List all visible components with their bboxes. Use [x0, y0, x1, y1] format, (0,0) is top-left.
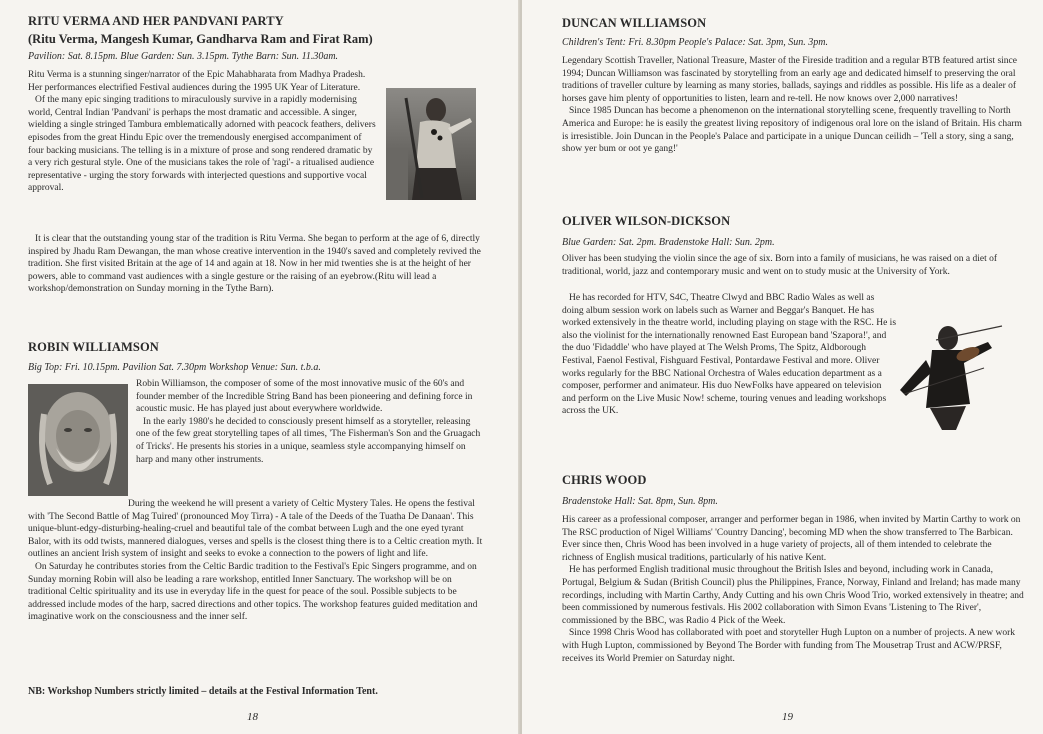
chris-paragraph-2: He has performed English traditional music throughout the British Isles and beyond, including work in Canada, Portugal, Belgium & Sudan (British Council) plus the Philippines, France, Norway, Finland and Ireland; has made many recordings, including with Martin Carthy, Andy Cutting and his own Chris Wood Trio, worked extensively in theatre; and been commissioned by numerous festivals. His 2002 collaboration with Simon Evans 'Listening to The River', commissioned by the BBC, was Radio 4 Pick of the Week.: [562, 565, 1024, 626]
ritu-schedule: Pavilion: Sat. 8.15pm. Blue Garden: Sun. 3.15pm. Tythe Barn: Sun. 11.30am.: [28, 51, 339, 62]
ritu-heading: RITU VERMA AND HER PANDVANI PARTY: [28, 14, 284, 28]
oliver-section: [562, 214, 1032, 248]
robin-williamson-photo-art: [28, 384, 128, 496]
robin-body-wide: [28, 498, 484, 624]
chris-heading: CHRIS WOOD: [562, 473, 647, 487]
duncan-heading: DUNCAN WILLIAMSON: [562, 16, 707, 30]
ritu-paragraph-2: Of the many epic singing traditions to miraculously survive in a rapidly modernising world, Central Indian 'Pandvani' is perhaps the most dramatic and accessible. A singer, wielding a single stringed Tambura emblematically adorned with peacock feathers, delivers episodes from the great Hindu Epic over the tremendously energised accompaniment of four backing musicians. The telling is in a mixture of prose and song rendered dramatic by a very rich gestural style. One of the musicians takes the role of 'ragi'- a ritualised audience representative - urging the story forwards with interjected questions and supportive vocal approval.: [28, 95, 376, 194]
duncan-paragraph-2: Since 1985 Duncan has become a phenomenon on the international storytelling scene, frequently travelling to North America and Europe: he is easily the greatest living repository of indigenous oral lore on the island of Britain. His charm is irresistible. Join Duncan in the People's Palace and participate in a unique Duncan ceilidh – 'Tell a story, sing a sang, show yer bum or oot ye gang!': [562, 106, 1022, 155]
ritu-paragraph-3: It is clear that the outstanding young star of the tradition is Ritu Verma. She began to perform at the age of 6, directly inspired by Jhadu Ram Dewangan, the man whose creative intervention in the 1940's saved and completely revived the tradition. She first visited Britain at the age of 14 and again at 18. Now in her mid twenties she is at the height of her powers, able to command vast audiences with a single gesture or the raising of an eyebrow.(Ritu will lead a workshop/demonstration on Sunday morning in the Tythe Barn).: [28, 234, 481, 295]
ritu-subheading: (Ritu Verma, Mangesh Kumar, Gandharva Ram and Firat Ram): [28, 32, 373, 46]
ritu-body-narrow: [28, 69, 378, 195]
oliver-heading: OLIVER WILSON-DICKSON: [562, 214, 731, 228]
ritu-verma-photo-art: [386, 88, 476, 200]
chris-paragraph-1: His career as a professional composer, arranger and performer began in 1986, when invited by Martin Carthy to work on The RSC production of Nigel Williams' 'Country Dancing', becoming MD when the show transferred to The Barbican. Ever since then, Chris Wood has been involved in a huge variety of projects, all of them intended to celebrate the richness of English musical traditions, particularly of his native Kent.: [562, 515, 1021, 563]
duncan-schedule: Children's Tent: Fri. 8.30pm People's Palace: Sat. 3pm, Sun. 3pm.: [562, 37, 829, 48]
robin-paragraph-1: Robin Williamson, the composer of some of the most innovative music of the 60's and founder member of the Incredible String Band has been pioneering and defining force in acoustic music. He has played just about everywhere worldwide.: [136, 379, 473, 415]
robin-williamson-photo: [28, 384, 128, 496]
duncan-section: [562, 16, 1032, 48]
robin-paragraph-3: During the weekend he will present a variety of Celtic Mystery Tales. He opens the festival with 'The Second Battle of Mag Tuired' (pronounced Moy Tirra) - A tale of the Deeds of the Tuatha De Danaan'. This unique-blunt-edgy-disturbing-healing-cruel and beautiful tale of the combat between Lugh and the one eyed tyrant Balor, with its odd twists, mannered dialogues, verses and spells is the closest thing there is to a Celtic creation myth. It outlines an ancient Irish system of insight and seeks to evoke a connection to the powers of light and life.: [28, 499, 483, 560]
workshop-notice: NB: Workshop Numbers strictly limited – details at the Festival Information Tent.: [28, 686, 378, 697]
chris-schedule: Bradenstoke Hall: Sat. 8pm, Sun. 8pm.: [562, 496, 718, 507]
chris-body: [562, 514, 1024, 665]
oliver-body-wide: [562, 253, 1024, 278]
page-number-right: 19: [782, 711, 793, 723]
robin-paragraph-2: In the early 1980's he decided to consciously present himself as a storyteller, releasing one of the few great storytelling tapes of all times, 'The Fisherman's Son and the Gruagach of Tricks'. He presents his stories in a unique, seamless style accompanying himself on harp and many other instruments.: [136, 416, 481, 465]
ritu-verma-photo: [386, 88, 476, 200]
chris-section: [562, 473, 1032, 507]
robin-schedule: Big Top: Fri. 10.15pm. Pavilion Sat. 7.30pm Workshop Venue: Sun. t.b.a.: [28, 362, 321, 373]
page-number-left: 18: [247, 711, 258, 723]
chris-paragraph-3: Since 1998 Chris Wood has collaborated with poet and storyteller Hugh Lupton on a number of projects. A new work with Hugh Lupton, commissioned by Beyond The Border with funding from The Mousetrap Trust and ACW/PRSF, receives its World Premier on Saturday night.: [562, 628, 1016, 664]
oliver-violin-photo-art: [896, 320, 1004, 430]
ritu-paragraph-1: Ritu Verma is a stunning singer/narrator of the Epic Mahabharata from Madhya Pradesh. Her performances electrified Festival audiences during the 1995 UK Year of Literature.: [28, 70, 366, 93]
duncan-paragraph-1: Legendary Scottish Traveller, National Treasure, Master of the Fireside tradition and a regular BTB featured artist since 1994; Duncan Williamson was fascinated by storytelling from an early age and dedicated himself to preserving the oral traditions of traveller culture by learning as many stories, ballads, sayings and riddles as possible. His life as a dealer of horses gave him plenty of opportunities to listen, learn and re-tell. He now knows over 2,000 narratives!: [562, 56, 1017, 104]
robin-body-narrow: [136, 378, 484, 466]
oliver-violin-photo: [896, 320, 1004, 430]
ritu-section: [28, 14, 508, 62]
robin-section: [28, 340, 498, 373]
left-page: [0, 0, 520, 734]
robin-paragraph-4: On Saturday he contributes stories from the Celtic Bardic tradition to the Festival's Epic Singers programme, and on Sunday morning Robin will also be leading a rare workshop, entitled Inner Sanctuary. The workshop will be on traditional Celtic spirituality and its use in everyday life in the quest for peace of the soul. Possible subjects to be addressed include modes of the harp, sacred directions and other topics. The workshop features guided meditation and imaginative work on the consciousness and the inner self.: [28, 561, 478, 623]
oliver-schedule: Blue Garden: Sat. 2pm. Bradenstoke Hall: Sun. 2pm.: [562, 237, 775, 248]
duncan-body: [562, 55, 1024, 156]
ritu-body-wide: [28, 233, 482, 296]
oliver-paragraph-1: Oliver has been studying the violin since the age of six. Born into a family of musicians, he was raised on a diet of traditional, world, jazz and contemporary music and went on to study music at the University of York.: [562, 254, 998, 277]
right-page: [522, 0, 1043, 734]
oliver-paragraph-2: He has recorded for HTV, S4C, Theatre Clwyd and BBC Radio Wales as well as doing album session work on labels such as Warner and Beggar's Banquet. He has worked extensively in the theatre world, including playing on stage with the RSC. He is also the violinist for the internationally renowned East European band 'Szapora!', and the duo 'Fidaddle' who have played at The Welsh Proms, The Spitz, Aldborough Festival, Faenol Festival, Fishguard Festival, Pontardawe Festival and more. Oliver works regularly for the BBC National Orchestra of Wales education department as a composer, performer and animateur. His duo NewFolks have appeared on television and perform on the Live Music Now! scheme, touring venues and leading workshops across the UK.: [562, 293, 897, 417]
oliver-body-narrow: [562, 292, 897, 418]
robin-heading: ROBIN WILLIAMSON: [28, 340, 159, 354]
